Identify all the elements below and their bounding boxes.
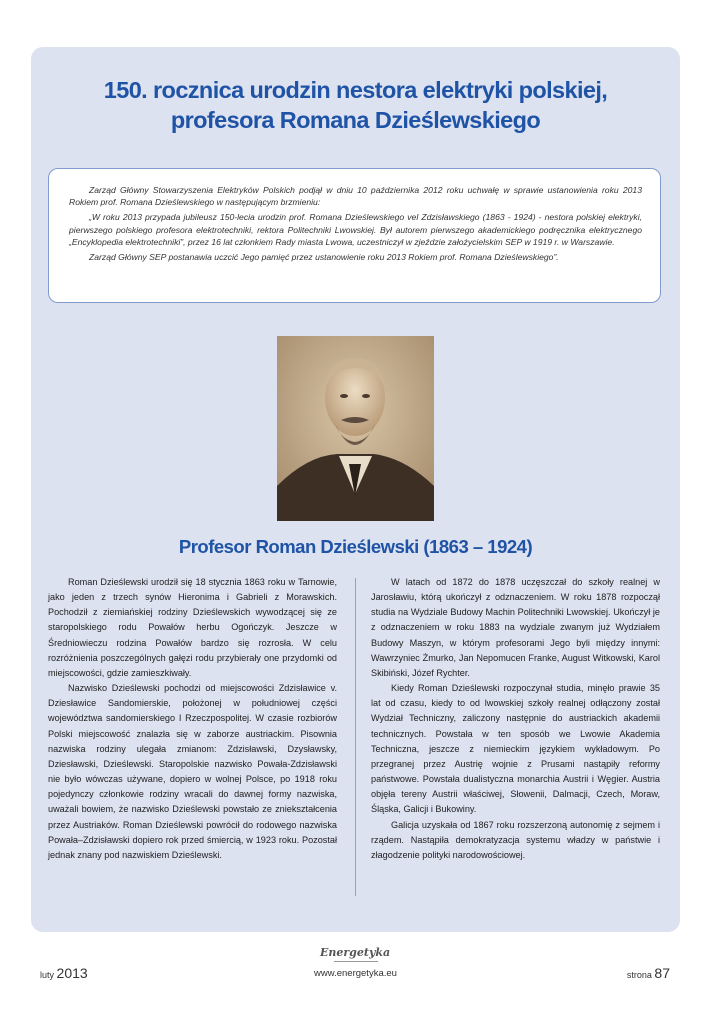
journal-logo: Energetyka (320, 946, 391, 959)
article-title (40, 75, 671, 135)
resolution-paragraph-2: „W roku 2013 przypada jubileusz 150-lecia urodzin prof. Romana Dzieślewskiego vel Zdzisławskiego (1863 - 1924) - nestora polskiej elektryki, pierwszego polskiego profesora elektrotechniki, rektora Politechniki Lwowskiej. Był autorem pierwszego akademickiego podręcznika elektrycznego „Encyklopedia elektrotechniki”, przez 16 lat członkiem Rady miasta Lwowa, uczestniczył w zjeździe założycielskim SEP w 1919 r. w Warszawie. (69, 212, 642, 247)
portrait-photo (277, 336, 434, 521)
right-column (371, 575, 660, 863)
section-heading: Profesor Roman Dzieślewski (1863 – 1924) (178, 536, 533, 557)
footer-url[interactable]: www.energetyka.eu (314, 968, 397, 979)
article-title-line-1: 150. rocznica urodzin nestora elektryki polskiej, (103, 77, 608, 103)
resolution-box (48, 168, 661, 303)
footer-month: luty (40, 970, 55, 980)
resolution-paragraph-1: Zarząd Główny Stowarzyszenia Elektryków Polskich podjął w dniu 10 października 2012 roku uchwałę w sprawie ustanowienia roku 2013 Rokiem prof. Romana Dzieślewskiego w następującym brzmieniu: (69, 185, 642, 208)
left-paragraph-1: Roman Dzieślewski urodził się 18 stycznia 1863 roku w Tarnowie, jako jeden z trzech synów Hieronima i Gabrieli z Morawskich. Pochodził z ziemiańskiej rodziny Dzieślewskich wywodzącej się ze staropolskiego rodu Powałów herbu Ogończyk. Jeszcze w Średniowieczu rodzina Powałów bardzo się rozrosła. W celu rozróżnienia poszczególnych gałęzi rodu przybierały one przydomki od miejscowości, gdzie zamieszkiwały. (48, 577, 337, 678)
column-divider (355, 578, 356, 896)
right-paragraph-2: Kiedy Roman Dzieślewski rozpoczynał studia, minęło prawie 35 lat od czasu, kiedy to od lwowskiej szkoły realnej odłączony został Wydział Techniczny, zaliczony następnie do austriackich akademii technicznych. Powstała w ten sposób we Lwowie Akademia Techniczna, jeszcze z niemieckim językiem wykładowym. Po przegranej przez Austrię wojnie z Prusami nastąpiły reformy państwowe. Powstała dualistyczna monarchia Austrii i Węgier. Austria objęła tereny Austrii właściwej, Słowenii, Dalmacji, Czech, Moraw, Śląska, Galicji i Bukowiny. (371, 683, 660, 815)
right-paragraph-1: W latach od 1872 do 1878 uczęszczał do szkoły realnej w Jarosławiu, którą ukończył z odznaczeniem. W roku 1878 rozpoczął studia na Wydziale Budowy Machin Politechniki Lwowskiej. Ukończył je z odznaczeniem w roku 1883 na wydziale zwanym już Wydziałem Budowy Maszyn, w którym profesorami Jego byli między innymi: Wawrzyniec Żmurko, Jan Nepomucen Franke, August Witkowski, Karol Skibiński, Józef Rychter. (371, 577, 660, 678)
left-column (48, 575, 337, 863)
footer-year: 2013 (56, 965, 88, 981)
right-paragraph-3: Galicja uzyskała od 1867 roku rozszerzoną autonomię z sejmem i rządem. Nastąpiła demokratyzacja systemu władzy w państwie i złagodzenie polityki narodowościowej. (371, 819, 660, 860)
footer-page-number: 87 (654, 965, 670, 981)
logo-underline (334, 961, 378, 962)
left-paragraph-2: Nazwisko Dzieślewski pochodzi od miejscowości Zdzisławice v. Dziesławice Sandomierskie, położonej w południowej części województwa sandomierskiego I Rzeczpospolitej. W czasie rozbiorów Polski miejscowość znalazła się w zaborze austriackim. Pisownia nazwiska rodziny ulegała zmianom: Zdzisławski, Dzysławsky, Dziesławski, Dzieślewski. Staropolskie nazwisko Powała-Zdzisławski nie było wówczas używane, dopiero w wolnej Polsce, po 1918 roku pojedynczy członkowie rodziny wracali do dawnej formy nazwiska, uważali bowiem, że nazwisko Dzieślewski powstało ze zniekształcenia przez Austriaków. Roman Dzieślewski powrócił do rodowego nazwiska Powała–Zdzisławski dopiero rok przed śmiercią, w 1923 roku. Pozostał jednak znany pod nazwiskiem Dzieślewski. (48, 683, 337, 860)
article-title-line-2: profesora Romana Dzieślewskiego (170, 107, 541, 133)
footer-page-label: strona (626, 970, 652, 980)
resolution-paragraph-3: Zarząd Główny SEP postanawia uczcić Jego pamięć przez ustanowienie roku 2013 Rokiem prof. Romana Dzieślewskiego”. (89, 252, 559, 263)
footer-page (627, 965, 670, 981)
